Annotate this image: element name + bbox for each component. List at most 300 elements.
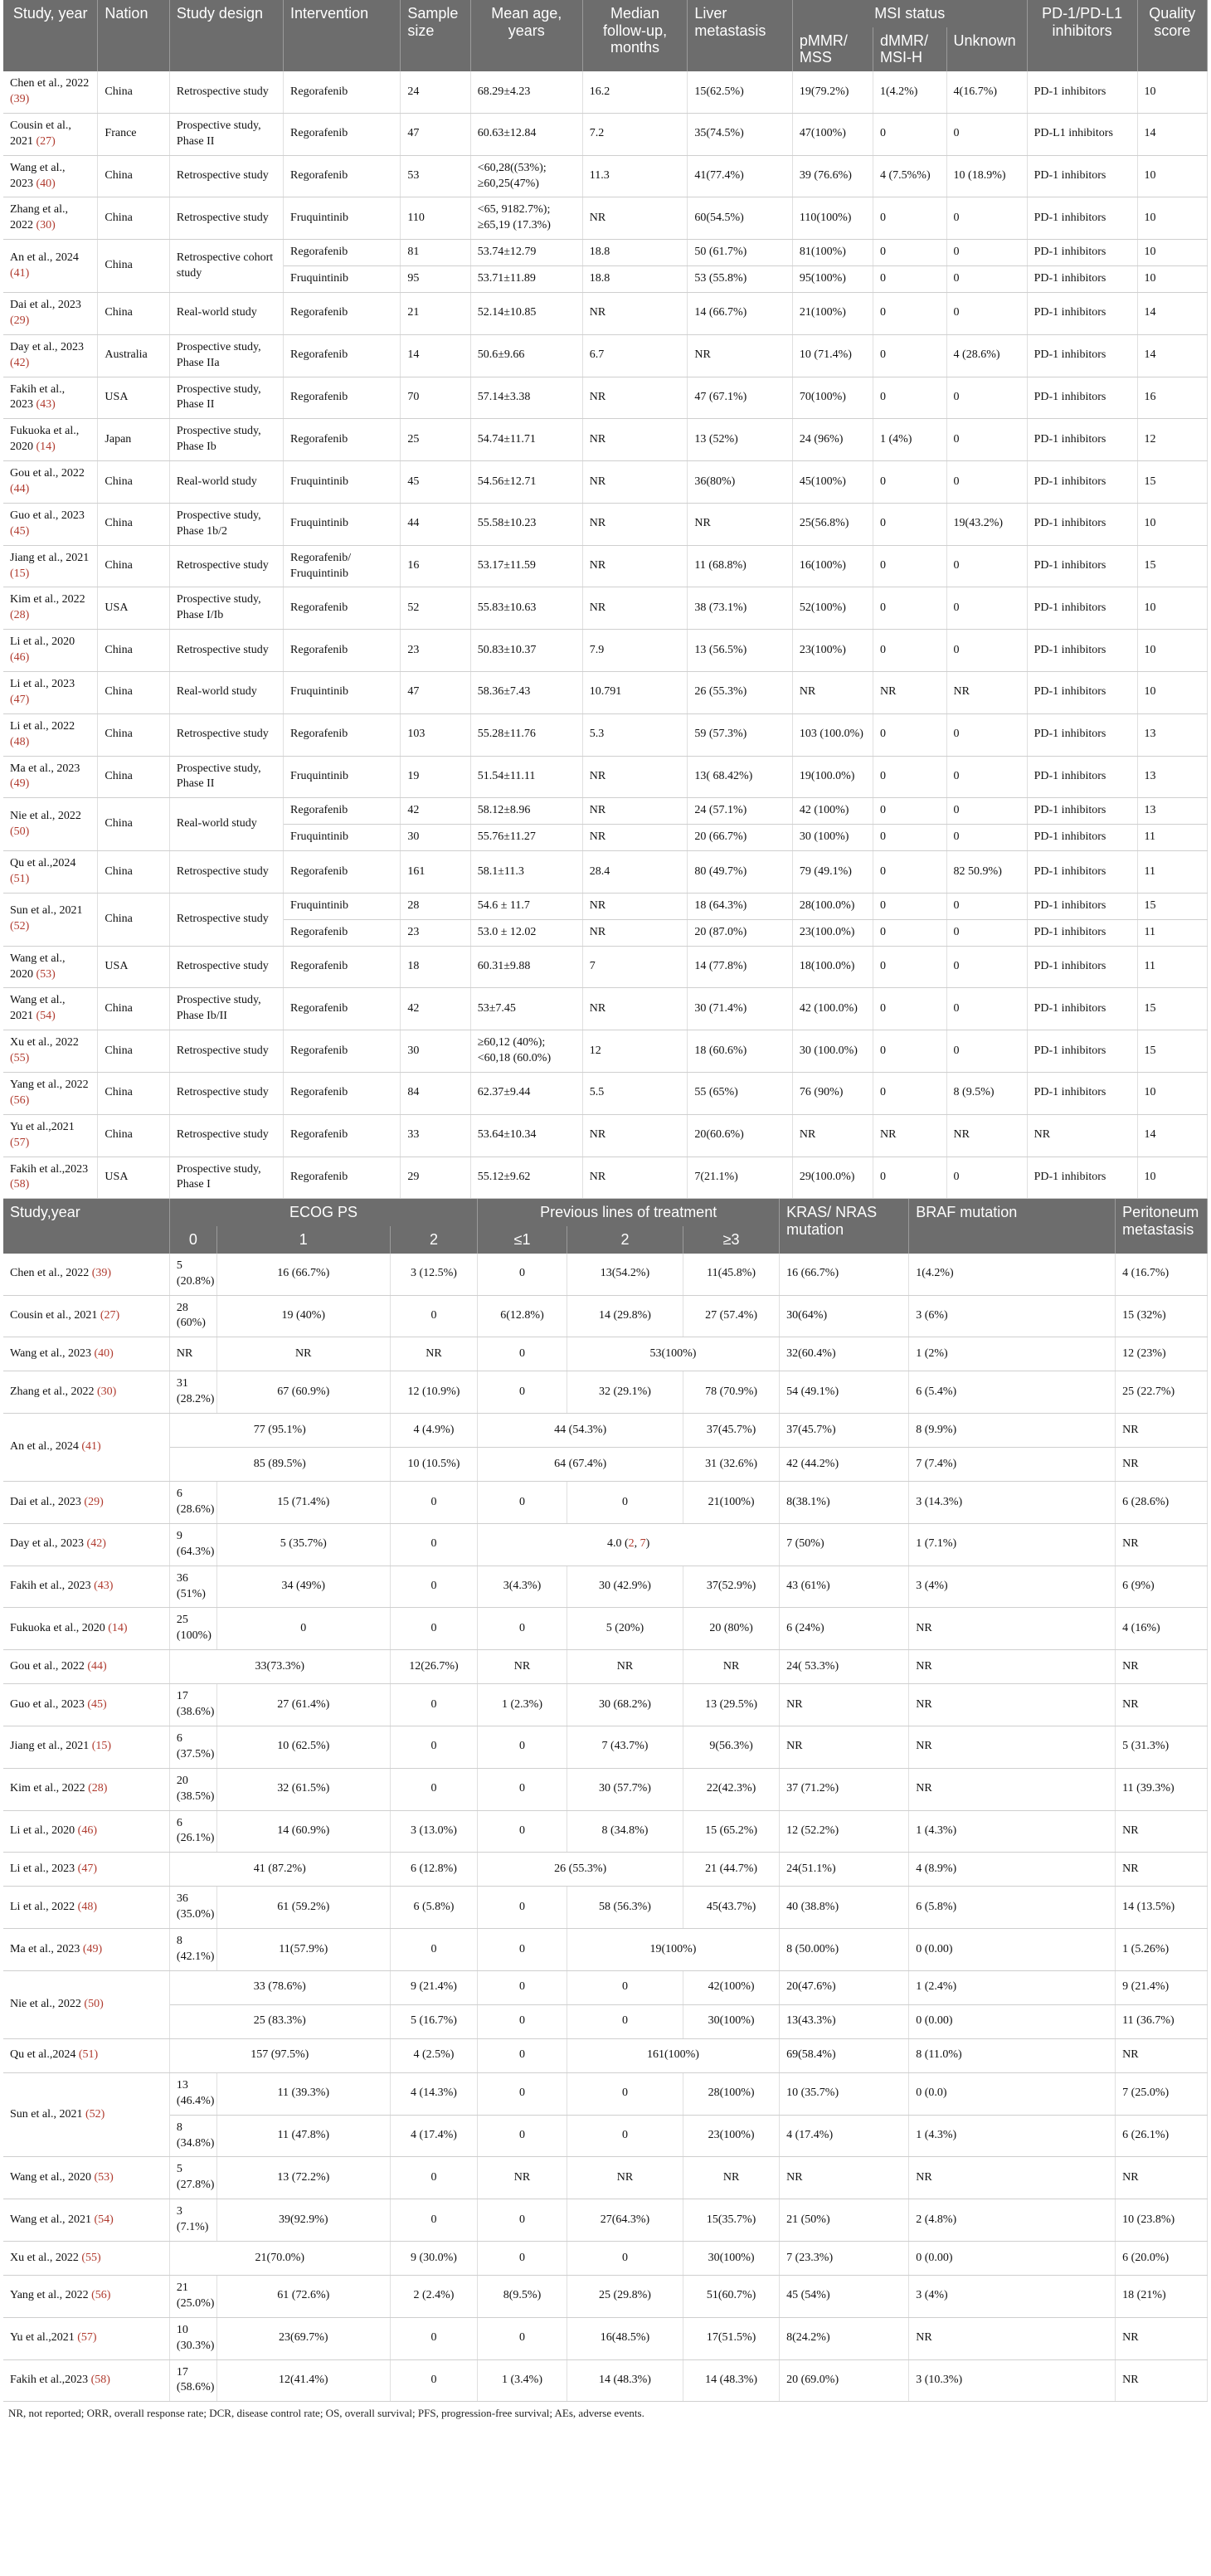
ecog0-cell: 31 (28.2%): [169, 1371, 216, 1414]
design-cell: Prospective study, Phase Ib/II: [169, 988, 283, 1030]
reference-link[interactable]: (39): [10, 92, 30, 105]
ecog01-cell: 33(73.3%): [169, 1650, 390, 1684]
reference-link[interactable]: (50): [84, 1997, 104, 2010]
reference-link[interactable]: (48): [10, 735, 30, 748]
pmmr-cell: 76 (90%): [792, 1073, 873, 1115]
lines-le1-cell: 3(4.3%): [478, 1566, 567, 1608]
kras-cell: 8(24.2%): [780, 2317, 909, 2359]
pmmr-cell: 42 (100%): [792, 798, 873, 825]
table-row: [3, 893, 1208, 919]
quality-cell: 13: [1137, 798, 1207, 825]
ecog01-cell: 77 (95.1%): [169, 1414, 390, 1448]
lines-2-cell: 32 (29.1%): [567, 1371, 683, 1414]
reference-link[interactable]: (28): [88, 1782, 108, 1795]
ecog01-cell: 25 (83.3%): [169, 2004, 390, 2038]
liver-cell: 55 (65%): [688, 1073, 793, 1115]
braf-cell: NR: [909, 2317, 1116, 2359]
followup-cell: NR: [582, 988, 688, 1030]
followup-cell: NR: [582, 825, 688, 851]
study-cell: [3, 798, 98, 851]
pd1-cell: PD-1 inhibitors: [1027, 587, 1137, 630]
ecog2-cell: 12(26.7%): [390, 1650, 478, 1684]
patient-characteristics-table: [3, 1199, 1208, 2402]
pd1-cell: PD-1 inhibitors: [1027, 946, 1137, 988]
design-cell: Prospective study, Phase Ib: [169, 419, 283, 461]
reference-link[interactable]: (43): [94, 1580, 114, 1593]
braf-cell: 2 (4.8%): [909, 2199, 1116, 2242]
ecog2-cell: 9 (30.0%): [390, 2242, 478, 2276]
age-cell: 55.76±11.27: [470, 825, 582, 851]
ecog1-cell: 5 (35.7%): [216, 1523, 390, 1566]
reference-link[interactable]: (51): [78, 2048, 99, 2062]
followup-cell: 18.8: [582, 266, 688, 293]
pmmr-cell: 103 (100.0%): [792, 713, 873, 756]
unknown-cell: 0: [946, 461, 1027, 504]
pd1-cell: PD-1 inhibitors: [1027, 503, 1137, 545]
study-name: Yang et al., 2022: [10, 2289, 89, 2302]
ecog2-cell: 0: [390, 2359, 478, 2402]
quality-cell: 10: [1137, 587, 1207, 630]
dmmr-cell: 0: [873, 503, 946, 545]
reference-link[interactable]: (27): [100, 1308, 120, 1322]
age-cell: 55.12±9.62: [470, 1157, 582, 1199]
nation-cell: China: [98, 798, 169, 851]
quality-cell: 13: [1137, 756, 1207, 798]
age-cell: 57.14±3.38: [470, 377, 582, 419]
liver-cell: 13 (52%): [688, 419, 793, 461]
study-name: Gou et al., 2022: [10, 1659, 85, 1673]
study-name: Yang et al., 2022: [10, 1079, 89, 1092]
reference-link[interactable]: (14): [108, 1621, 128, 1634]
study-characteristics-table: [3, 0, 1208, 1199]
braf-cell: 7 (7.4%): [909, 1448, 1116, 1482]
lines-2-cell: 25 (29.8%): [567, 2276, 683, 2318]
study-cell: [3, 197, 98, 240]
header2-perit: Peritoneum metastasis: [1116, 1199, 1208, 1253]
nation-cell: China: [98, 197, 169, 240]
reference-link[interactable]: (44): [10, 482, 30, 495]
reference-link[interactable]: 2: [628, 1537, 635, 1551]
lines-ge3-cell: 21 (44.7%): [683, 1853, 780, 1887]
intervention-cell: Fruquintinib: [284, 893, 401, 919]
age-cell: 53.0 ± 12.02: [470, 919, 582, 946]
design-cell: Retrospective study: [169, 946, 283, 988]
table-row: [3, 2157, 1208, 2199]
reference-link[interactable]: (56): [10, 1093, 30, 1107]
lines-ge3-cell: 42(100%): [683, 1970, 780, 2004]
peritoneum-cell: 9 (21.4%): [1116, 1970, 1208, 2004]
pd1-cell: PD-1 inhibitors: [1027, 630, 1137, 672]
unknown-cell: 0: [946, 798, 1027, 825]
liver-cell: 24 (57.1%): [688, 798, 793, 825]
intervention-cell: Regorafenib: [284, 377, 401, 419]
study-cell: [3, 1073, 98, 1115]
pmmr-cell: 81(100%): [792, 240, 873, 266]
study-name: Qu et al.,2024: [10, 2048, 76, 2062]
lines-ge3-cell: 23(100%): [683, 2115, 780, 2157]
study-name: Guo et al., 2023: [10, 1697, 85, 1711]
study-cell: [3, 545, 98, 587]
pd1-cell: PD-1 inhibitors: [1027, 893, 1137, 919]
table-row: [3, 155, 1208, 197]
pd1-cell: PD-1 inhibitors: [1027, 825, 1137, 851]
table-row: [3, 1650, 1208, 1684]
nation-cell: China: [98, 630, 169, 672]
lines-2-cell: 0: [567, 2004, 683, 2038]
reference-link[interactable]: (48): [77, 1900, 97, 1913]
nation-cell: China: [98, 240, 169, 293]
header-msi: MSI status: [792, 0, 1027, 27]
table-row: [3, 1030, 1208, 1073]
unknown-cell: 0: [946, 587, 1027, 630]
table-row: [3, 419, 1208, 461]
age-cell: 58.12±8.96: [470, 798, 582, 825]
pd1-cell: NR: [1027, 1114, 1137, 1157]
ecog1-cell: 10 (62.5%): [216, 1726, 390, 1769]
reference-link[interactable]: (29): [10, 314, 30, 327]
lines-2-cell: 27(64.3%): [567, 2199, 683, 2242]
ecog1-cell: 39(92.9%): [216, 2199, 390, 2242]
nation-cell: China: [98, 756, 169, 798]
table-row: [3, 1482, 1208, 1524]
ecog0-cell: 8 (34.8%): [169, 2115, 216, 2157]
table-row: [3, 240, 1208, 266]
table-row: [3, 461, 1208, 504]
reference-link[interactable]: (42): [10, 356, 30, 369]
study-name: Fukuoka et al., 2020: [10, 1621, 105, 1634]
dmmr-cell: NR: [873, 1114, 946, 1157]
table-footnote: NR, not reported; ORR, overall response rate; DCR, disease control rate; OS, overall survival; PFS, progression-free survival; AEs, adverse events.: [8, 2407, 644, 2420]
lines-ge3-cell: 30(100%): [683, 2242, 780, 2276]
design-cell: Prospective study, Phase II: [169, 113, 283, 155]
table-row: [3, 1371, 1208, 1414]
table-row: [3, 1684, 1208, 1726]
pd1-cell: PD-1 inhibitors: [1027, 292, 1137, 334]
ecog2-cell: 0: [390, 1768, 478, 1810]
study-cell: [3, 756, 98, 798]
table-row: [3, 1853, 1208, 1887]
sample-cell: 30: [401, 825, 470, 851]
unknown-cell: 0: [946, 630, 1027, 672]
study-name: Jiang et al., 2021: [10, 551, 90, 564]
study-name: Cousin et al., 2021: [10, 119, 71, 148]
liver-cell: 14 (77.8%): [688, 946, 793, 988]
braf-cell: 0 (0.00): [909, 1929, 1116, 1971]
pmmr-cell: 52(100%): [792, 587, 873, 630]
pmmr-cell: 79 (49.1%): [792, 851, 873, 894]
reference-link[interactable]: (45): [87, 1697, 107, 1711]
study-cell: [3, 240, 98, 293]
quality-cell: 10: [1137, 240, 1207, 266]
ecog01-cell: 21(70.0%): [169, 2242, 390, 2276]
study-characteristics-body: [3, 71, 1208, 1199]
table-row: [3, 1414, 1208, 1448]
nation-cell: China: [98, 672, 169, 714]
study-cell: [3, 503, 98, 545]
reference-link[interactable]: (52): [85, 2107, 105, 2121]
reference-link[interactable]: (15): [91, 1740, 112, 1753]
reference-link[interactable]: (53): [94, 2170, 114, 2184]
unknown-cell: 10 (18.9%): [946, 155, 1027, 197]
table-row: [3, 1448, 1208, 1482]
ecog01-cell: 41 (87.2%): [169, 1853, 390, 1887]
braf-cell: NR: [909, 2157, 1116, 2199]
pmmr-cell: 45(100%): [792, 461, 873, 504]
quality-cell: 10: [1137, 197, 1207, 240]
quality-cell: 14: [1137, 113, 1207, 155]
study-cell: [3, 1337, 169, 1371]
reference-link[interactable]: (40): [36, 177, 56, 190]
lines-le1-cell: 0: [478, 1810, 567, 1853]
ecog1-cell: 67 (60.9%): [216, 1371, 390, 1414]
pmmr-cell: 47(100%): [792, 113, 873, 155]
reference-link[interactable]: (44): [87, 1659, 107, 1673]
header-age: Mean age, years: [470, 0, 582, 71]
pd1-cell: PD-1 inhibitors: [1027, 419, 1137, 461]
header-quality: Quality score: [1137, 0, 1207, 71]
reference-link[interactable]: (28): [10, 609, 30, 622]
lines-2-cell: 0: [567, 2072, 683, 2115]
braf-cell: 3 (4%): [909, 1566, 1116, 1608]
dmmr-cell: 0: [873, 630, 946, 672]
study-name: Fakih et al., 2023: [10, 1580, 91, 1593]
reference-link[interactable]: (57): [77, 2331, 97, 2345]
reference-link[interactable]: (30): [36, 219, 56, 232]
unknown-cell: 0: [946, 713, 1027, 756]
study-name: Wang et al., 2023: [10, 1346, 92, 1360]
study-name: Wang et al., 2023: [10, 161, 66, 190]
braf-cell: 1 (4.3%): [909, 2115, 1116, 2157]
followup-cell: NR: [582, 461, 688, 504]
reference-link[interactable]: (58): [10, 1178, 30, 1191]
intervention-cell: Regorafenib: [284, 851, 401, 894]
lines-ge3-cell: 28(100%): [683, 2072, 780, 2115]
lines-ge3-cell: 51(60.7%): [683, 2276, 780, 2318]
peritoneum-cell: NR: [1116, 2317, 1208, 2359]
kras-cell: 16 (66.7%): [780, 1254, 909, 1295]
reference-link[interactable]: (51): [10, 873, 30, 886]
age-cell: 68.29±4.23: [470, 71, 582, 113]
ecog0-cell: 3 (7.1%): [169, 2199, 216, 2242]
followup-cell: NR: [582, 197, 688, 240]
study-name: Li et al., 2022: [10, 1900, 75, 1913]
kras-cell: 20 (69.0%): [780, 2359, 909, 2402]
liver-cell: 35(74.5%): [688, 113, 793, 155]
intervention-cell: Regorafenib: [284, 630, 401, 672]
reference-link[interactable]: (41): [10, 266, 30, 280]
reference-link[interactable]: (14): [36, 441, 56, 454]
study-cell: [3, 1254, 169, 1295]
braf-cell: NR: [909, 1726, 1116, 1769]
lines-le1-cell: NR: [478, 2157, 567, 2199]
study-name: An et al., 2024: [10, 1440, 79, 1454]
lines-ge3-cell: 21(100%): [683, 1482, 780, 1524]
lines-ge3-cell: 9(56.3%): [683, 1726, 780, 1769]
design-cell: Retrospective study: [169, 1030, 283, 1073]
intervention-cell: Fruquintinib: [284, 266, 401, 293]
quality-cell: 15: [1137, 545, 1207, 587]
kras-cell: 13(43.3%): [780, 2004, 909, 2038]
table-row: [3, 1073, 1208, 1115]
quality-cell: 15: [1137, 461, 1207, 504]
sample-cell: 23: [401, 919, 470, 946]
design-cell: Real-world study: [169, 292, 283, 334]
pd1-cell: PD-L1 inhibitors: [1027, 113, 1137, 155]
ecog0-cell: 21 (25.0%): [169, 2276, 216, 2318]
peritoneum-cell: 4 (16.7%): [1116, 1254, 1208, 1295]
sample-cell: 103: [401, 713, 470, 756]
study-name: Xu et al., 2022: [10, 1036, 79, 1049]
reference-link[interactable]: (43): [36, 398, 56, 411]
peritoneum-cell: 15 (32%): [1116, 1295, 1208, 1337]
liver-cell: 41(77.4%): [688, 155, 793, 197]
reference-link[interactable]: (55): [10, 1052, 30, 1065]
lines-le1-cell: 0: [478, 1608, 567, 1650]
study-cell: [3, 334, 98, 377]
quality-cell: 11: [1137, 946, 1207, 988]
lines-2-cell: 30 (42.9%): [567, 1566, 683, 1608]
reference-link[interactable]: (56): [91, 2289, 111, 2302]
reference-link[interactable]: (30): [96, 1385, 117, 1398]
reference-link[interactable]: (40): [94, 1346, 114, 1360]
lines-2-cell: 30 (57.7%): [567, 1768, 683, 1810]
unknown-cell: 8 (9.5%): [946, 1073, 1027, 1115]
study-name: Ma et al., 2023: [10, 762, 80, 775]
pmmr-cell: 42 (100.0%): [792, 988, 873, 1030]
peritoneum-cell: 6 (20.0%): [1116, 2242, 1208, 2276]
ecog0-cell: NR: [169, 1337, 216, 1371]
lines-ge3-cell: 30(100%): [683, 2004, 780, 2038]
kras-cell: 30(64%): [780, 1295, 909, 1337]
study-cell: [3, 1970, 169, 2038]
reference-link[interactable]: (53): [36, 967, 56, 981]
intervention-cell: Fruquintinib: [284, 672, 401, 714]
table-row: [3, 1768, 1208, 1810]
reference-link[interactable]: (45): [10, 524, 30, 538]
age-cell: 55.58±10.23: [470, 503, 582, 545]
followup-cell: 7.2: [582, 113, 688, 155]
ecog1-cell: NR: [216, 1337, 390, 1371]
unknown-cell: NR: [946, 1114, 1027, 1157]
ecog2-cell: 12 (10.9%): [390, 1371, 478, 1414]
lines-ge3-cell: 37(52.9%): [683, 1566, 780, 1608]
ecog0-cell: 17 (38.6%): [169, 1684, 216, 1726]
peritoneum-cell: 14 (13.5%): [1116, 1887, 1208, 1929]
reference-link[interactable]: (29): [84, 1495, 104, 1508]
dmmr-cell: 1 (4%): [873, 419, 946, 461]
study-cell: [3, 1684, 169, 1726]
peritoneum-cell: 1 (5.26%): [1116, 1929, 1208, 1971]
study-cell: [3, 419, 98, 461]
reference-link[interactable]: (55): [81, 2251, 101, 2264]
intervention-cell: Fruquintinib: [284, 825, 401, 851]
reference-link[interactable]: (50): [10, 825, 30, 838]
sample-cell: 161: [401, 851, 470, 894]
lines-text: ,: [634, 1537, 640, 1551]
header-study: Study, year: [3, 0, 98, 71]
intervention-cell: Regorafenib: [284, 419, 401, 461]
reference-link[interactable]: (52): [10, 920, 30, 933]
unknown-cell: 4(16.7%): [946, 71, 1027, 113]
reference-link[interactable]: (47): [77, 1862, 97, 1875]
reference-link[interactable]: (54): [36, 1010, 56, 1023]
liver-cell: 50 (61.7%): [688, 240, 793, 266]
study-cell: [3, 893, 98, 946]
reference-link[interactable]: (58): [90, 2374, 110, 2387]
reference-link[interactable]: (46): [77, 1824, 97, 1837]
kras-cell: 69(58.4%): [780, 2038, 909, 2072]
study-name: Nie et al., 2022: [10, 809, 81, 822]
dmmr-cell: 4 (7.5%%): [873, 155, 946, 197]
sample-cell: 47: [401, 113, 470, 155]
kras-cell: 54 (49.1%): [780, 1371, 909, 1414]
reference-link[interactable]: (49): [82, 1942, 103, 1955]
intervention-cell: Regorafenib: [284, 292, 401, 334]
liver-cell: 36(80%): [688, 461, 793, 504]
table-row: [3, 1887, 1208, 1929]
table-row: [3, 1929, 1208, 1971]
sample-cell: 44: [401, 503, 470, 545]
reference-link[interactable]: (49): [10, 777, 30, 791]
reference-link[interactable]: (39): [91, 1267, 112, 1280]
quality-cell: 11: [1137, 825, 1207, 851]
reference-link[interactable]: (57): [10, 1136, 30, 1149]
lines-2-cell: 0: [567, 1482, 683, 1524]
table-row: [3, 1157, 1208, 1199]
quality-cell: 10: [1137, 672, 1207, 714]
study-name: Sun et al., 2021: [10, 904, 83, 918]
reference-link[interactable]: 7: [640, 1537, 646, 1551]
unknown-cell: 4 (28.6%): [946, 334, 1027, 377]
reference-link[interactable]: (46): [10, 651, 30, 665]
sample-cell: 16: [401, 545, 470, 587]
design-cell: Retrospective study: [169, 71, 283, 113]
lines-le1-cell: 1 (3.4%): [478, 2359, 567, 2402]
table-row: [3, 1337, 1208, 1371]
study-cell: [3, 71, 98, 113]
ecog1-cell: 0: [216, 1608, 390, 1650]
pd1-cell: PD-1 inhibitors: [1027, 713, 1137, 756]
sample-cell: 21: [401, 292, 470, 334]
header-intervention: Intervention: [284, 0, 401, 71]
liver-cell: 53 (55.8%): [688, 266, 793, 293]
reference-link[interactable]: (42): [86, 1537, 106, 1551]
followup-cell: NR: [582, 545, 688, 587]
table-row: [3, 2038, 1208, 2072]
design-cell: Prospective study, Phase I/Ib: [169, 587, 283, 630]
ecog2-cell: 10 (10.5%): [390, 1448, 478, 1482]
header2-study: Study,year: [3, 1199, 169, 1253]
study-name: Wang et al., 2020: [10, 2170, 92, 2184]
reference-link[interactable]: (15): [10, 567, 30, 580]
study-name: Jiang et al., 2021: [10, 1740, 90, 1753]
peritoneum-cell: NR: [1116, 1448, 1208, 1482]
nation-cell: China: [98, 893, 169, 946]
header-dmmr: dMMR/ MSI-H: [873, 27, 946, 71]
reference-link[interactable]: (41): [81, 1440, 101, 1454]
table-row: [3, 1970, 1208, 2004]
lines-le1-cell: 0: [478, 2038, 567, 2072]
lines-le2-cell: 26 (55.3%): [478, 1853, 683, 1887]
reference-link[interactable]: (47): [10, 693, 30, 706]
reference-link[interactable]: (27): [36, 134, 56, 148]
liver-cell: 13 (56.5%): [688, 630, 793, 672]
lines-le2-cell: 64 (67.4%): [478, 1448, 683, 1482]
liver-cell: 47 (67.1%): [688, 377, 793, 419]
reference-link[interactable]: (54): [94, 2213, 114, 2226]
dmmr-cell: 0: [873, 1073, 946, 1115]
pmmr-cell: NR: [792, 672, 873, 714]
